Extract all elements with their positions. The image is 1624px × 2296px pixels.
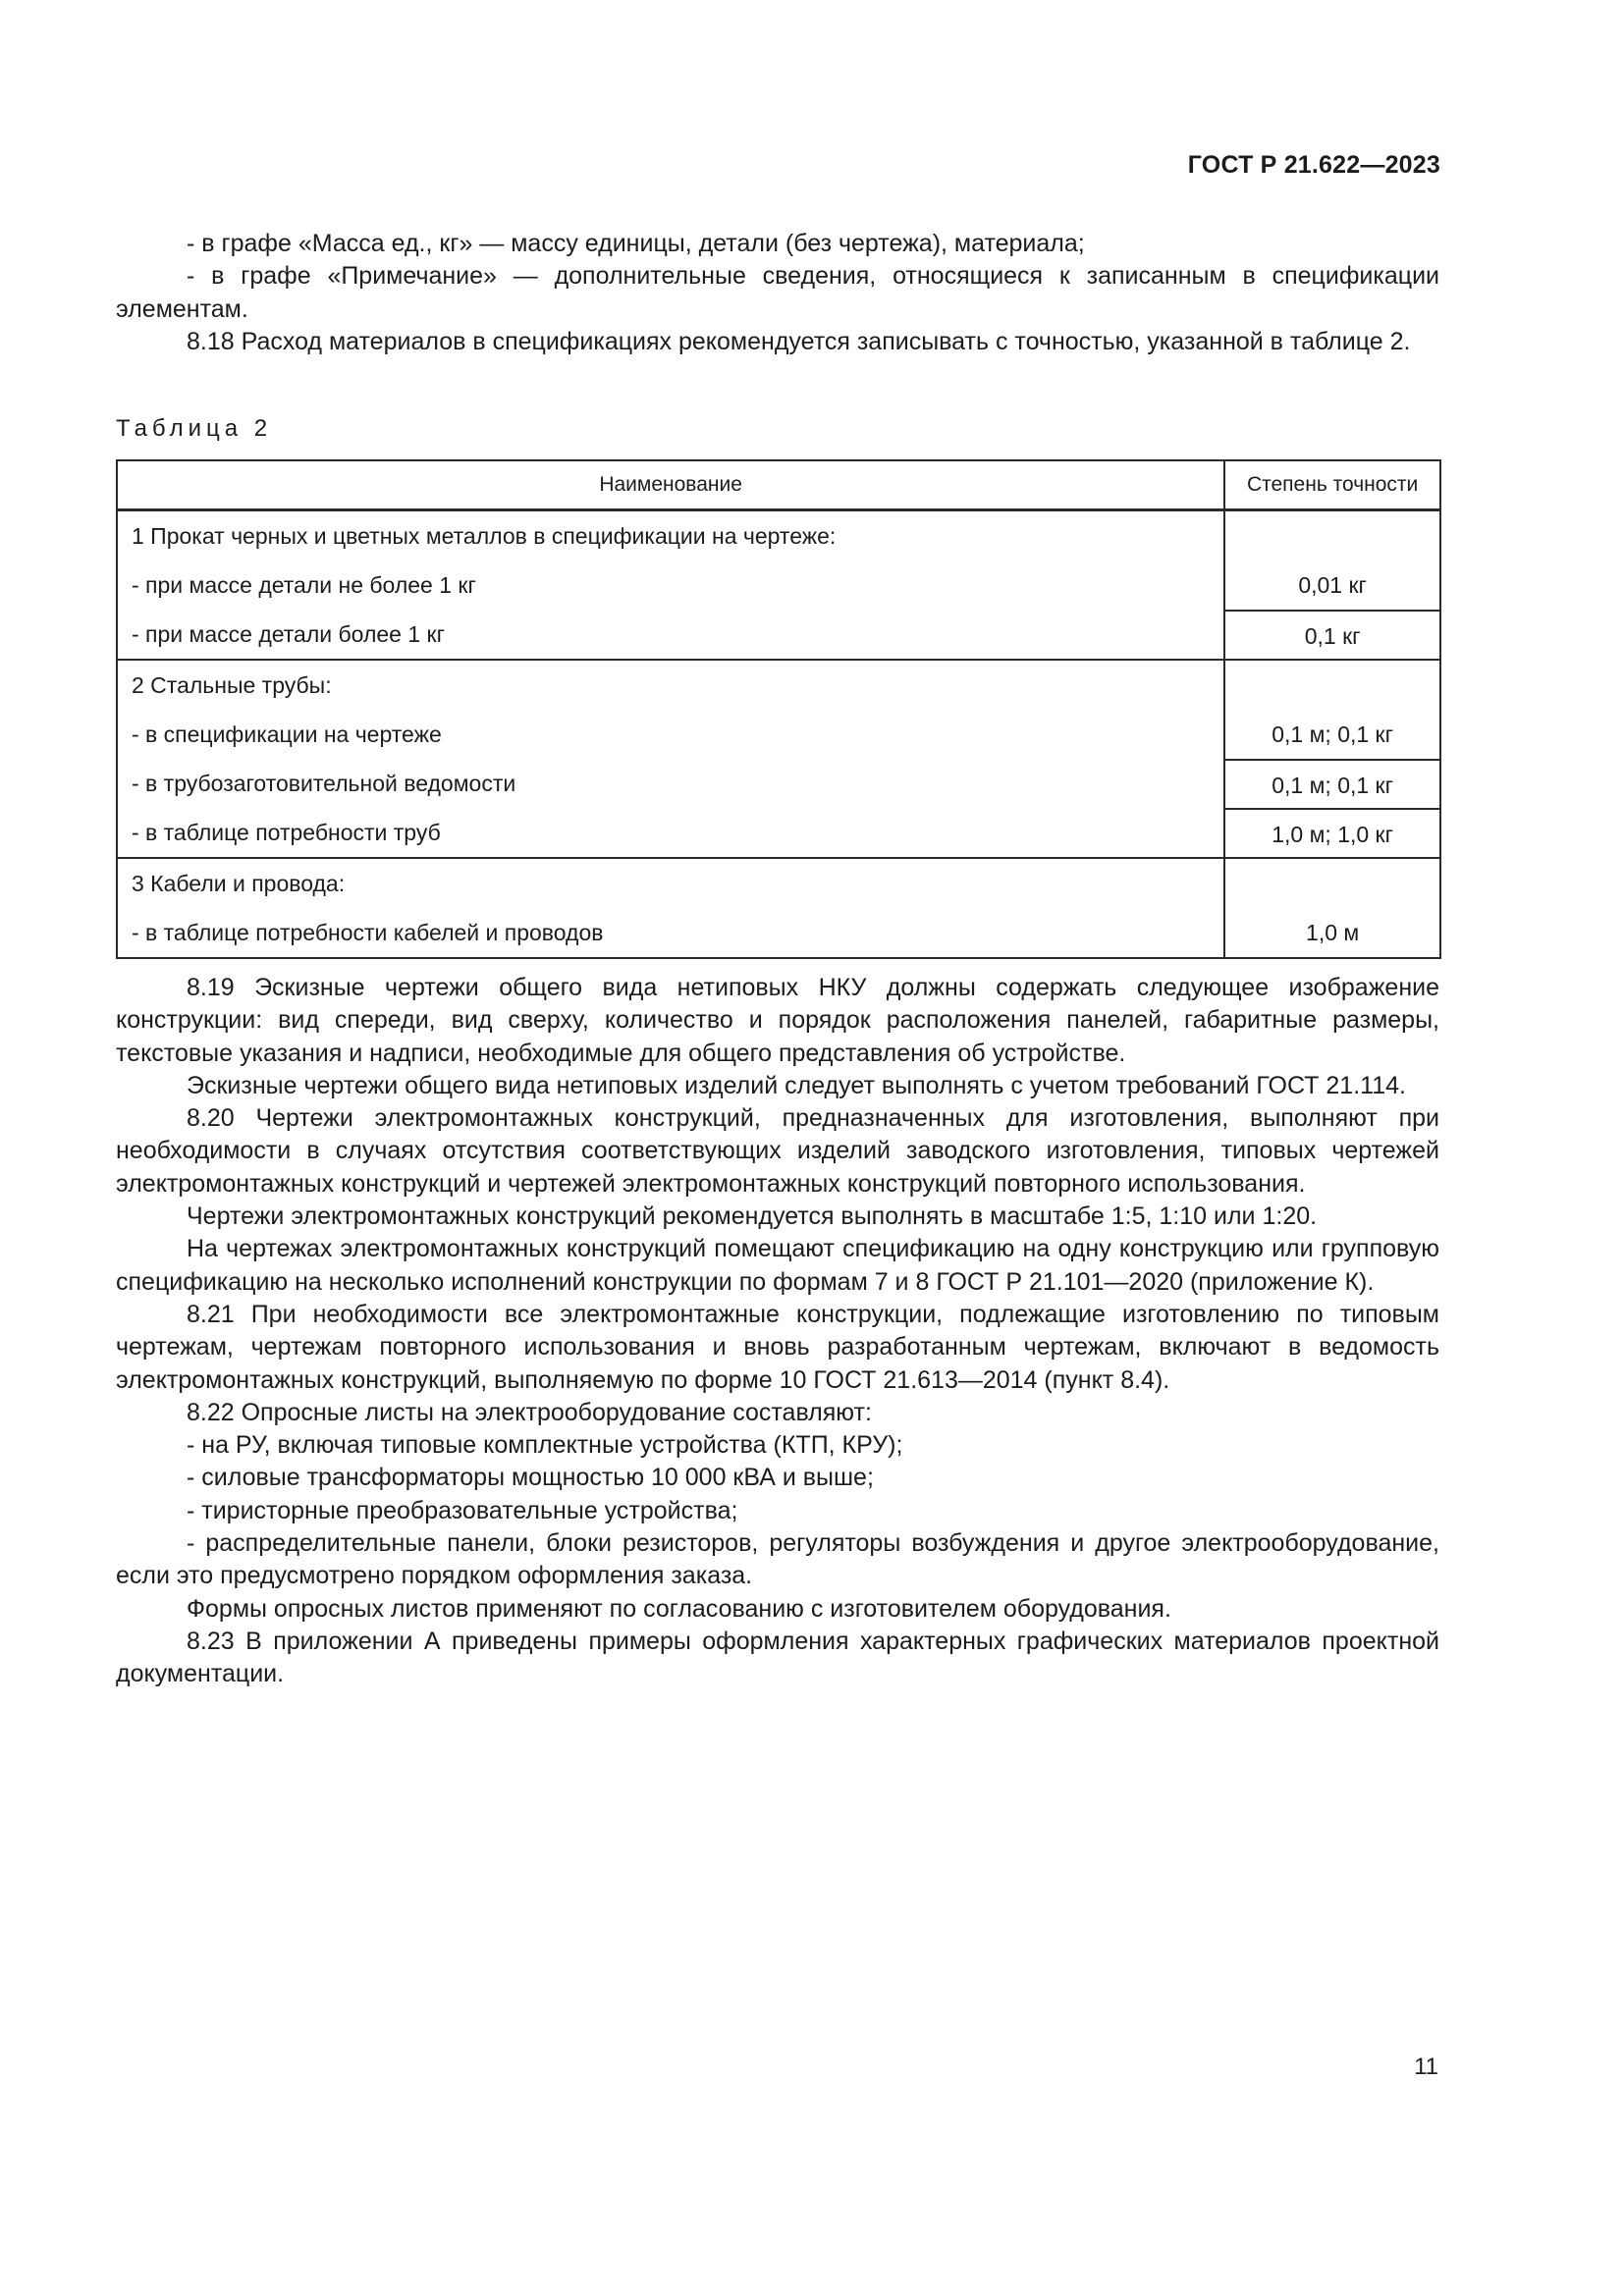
row-value: 0,01 кг bbox=[1298, 572, 1367, 598]
paragraph: 8.22 Опросные листы на электрооборудование составляют: bbox=[187, 1398, 872, 1426]
table-group bbox=[117, 858, 1440, 958]
body-text bbox=[116, 972, 1439, 1691]
paragraph: - в графе «Примечание» — дополнительные сведения, относящиеся к записанным в спецификации элементам. bbox=[116, 262, 1439, 323]
row-value: 0,1 м; 0,1 кг bbox=[1272, 721, 1394, 747]
table-group bbox=[117, 660, 1440, 858]
empty-cell bbox=[1225, 511, 1439, 561]
paragraph: 8.21 При необходимости все электромонтажные конструкции, подлежащие изготовлению по типовым чертежам, чертежам повторного использования и вновь разработанным чертежам, включают в ведомость электромонтажных конструкций, выполняемую по форме 10 ГОСТ 21.613—2014 (пункт 8.4). bbox=[116, 1300, 1439, 1394]
paragraph: На чертежах электромонтажных конструкций помещают спецификацию на одну конструкцию или групповую спецификацию на несколько исполнений конструкции по формам 7 и 8 ГОСТ Р 21.101—2020 (приложение К). bbox=[116, 1235, 1439, 1296]
table-caption: Таблица 2 bbox=[116, 415, 273, 442]
row-label: - в таблице потребности труб bbox=[132, 820, 441, 845]
precision-table bbox=[116, 459, 1441, 959]
column-header-precision: Степень точности bbox=[1224, 460, 1440, 510]
table-group bbox=[117, 510, 1440, 661]
paragraph: Формы опросных листов применяют по согласованию с изготовителем оборудования. bbox=[187, 1594, 1171, 1623]
list-item: - силовые трансформаторы мощностью 10 000 кВА и выше; bbox=[187, 1464, 874, 1492]
list-item: - на РУ, включая типовые комплектные устройства (КТП, КРУ); bbox=[187, 1431, 903, 1460]
row-label: - в спецификации на чертеже bbox=[132, 721, 442, 747]
list-item: - тиристорные преобразовательные устройства; bbox=[187, 1496, 738, 1524]
row-value: 1,0 м bbox=[1306, 920, 1360, 945]
empty-cell bbox=[1225, 859, 1439, 908]
list-item: - распределительные панели, блоки резисторов, регуляторы возбуждения и другое электрооборудование, если это предусмотрено порядком оформления заказа. bbox=[116, 1529, 1439, 1590]
column-header-name: Наименование bbox=[117, 460, 1224, 510]
intro-text bbox=[116, 228, 1439, 358]
group-title: 1 Прокат черных и цветных металлов в спецификации на чертеже: bbox=[132, 523, 837, 549]
row-label: - в трубозаготовительной ведомости bbox=[132, 771, 516, 796]
group-values bbox=[1224, 858, 1440, 958]
paragraph: 8.18 Расход материалов в спецификациях рекомендуется записывать с точностью, указанной в таблице 2. bbox=[187, 327, 1411, 355]
paragraph: 8.19 Эскизные чертежи общего вида нетиповых НКУ должны содержать следующее изображение конструкции: вид спереди, вид сверху, количество и порядок расположения панелей, габаритные размеры, текстовые указания и надписи, необходимые для общего представления об устройстве. bbox=[116, 974, 1439, 1067]
group-title: 2 Стальные трубы: bbox=[132, 672, 332, 698]
group-values bbox=[1224, 510, 1440, 661]
empty-cell bbox=[1225, 661, 1439, 710]
paragraph: Эскизные чертежи общего вида нетиповых изделий следует выполнять с учетом требований ГОСТ 21.114. bbox=[187, 1071, 1406, 1099]
table-header-row bbox=[117, 460, 1440, 510]
paragraph: 8.20 Чертежи электромонтажных конструкций, предназначенных для изготовления, выполняют при необходимости в случаях отсутствия соответствующих изделий заводского изготовления, типовых чертежей электромонтажных конструкций и чертежей электромонтажных конструкций повторного использования. bbox=[116, 1104, 1439, 1198]
group-names bbox=[117, 510, 1224, 661]
row-value: 1,0 м; 1,0 кг bbox=[1225, 808, 1439, 857]
page-number: 11 bbox=[1414, 2054, 1438, 2080]
document-designation: ГОСТ Р 21.622—2023 bbox=[1187, 151, 1440, 179]
group-names bbox=[117, 660, 1224, 858]
row-label: - в таблице потребности кабелей и проводов bbox=[132, 920, 604, 945]
row-value: 0,1 кг bbox=[1225, 610, 1439, 659]
row-label: - при массе детали более 1 кг bbox=[132, 621, 445, 647]
paragraph: 8.23 В приложении А приведены примеры оформления характерных графических материалов проектной документации. bbox=[116, 1627, 1439, 1688]
row-label: - при массе детали не более 1 кг bbox=[132, 572, 476, 598]
paragraph: - в графе «Масса ед., кг» — массу единицы, детали (без чертежа), материала; bbox=[187, 230, 1085, 257]
row-value: 0,1 м; 0,1 кг bbox=[1225, 759, 1439, 808]
group-title: 3 Кабели и провода: bbox=[132, 871, 346, 896]
group-names bbox=[117, 858, 1224, 958]
group-values bbox=[1224, 660, 1440, 858]
paragraph: Чертежи электромонтажных конструкций рекомендуется выполнять в масштабе 1:5, 1:10 или 1:20. bbox=[187, 1202, 1318, 1231]
